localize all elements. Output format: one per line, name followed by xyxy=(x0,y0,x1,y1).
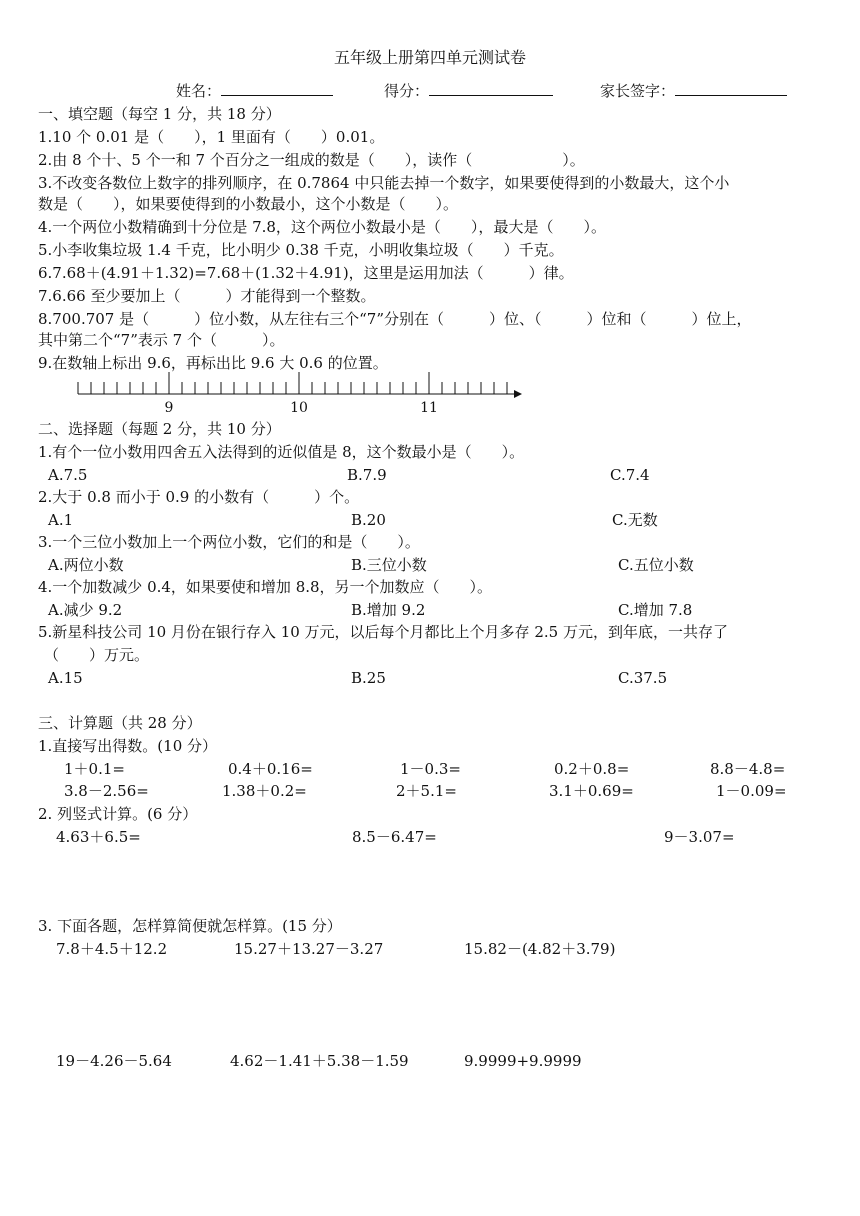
s3-part2-title: 2. 列竖式计算。(6 分） xyxy=(38,805,198,823)
s2-q4-option-a[interactable]: A.减少 9.2 xyxy=(48,601,123,619)
s1-q9: 9.在数轴上标出 9.6，再标出比 9.6 大 0.6 的位置。 xyxy=(38,354,388,372)
s3-vertical-calc: 8.5－6.47= xyxy=(352,828,437,846)
parent-signature-field[interactable] xyxy=(600,81,787,101)
name-blank[interactable] xyxy=(221,81,333,96)
name-field[interactable] xyxy=(176,81,333,101)
s3-row2-item: 3.8－2.56= xyxy=(64,782,149,800)
s3-simplify: 9.9999+9.9999 xyxy=(464,1052,582,1070)
s1-q8-line2: 其中第二个“7”表示 7 个（ ）。 xyxy=(38,331,285,349)
s3-vertical-calc: 9－3.07= xyxy=(664,828,735,846)
score-blank[interactable] xyxy=(429,81,553,96)
s2-q4: 4.一个加数减少 0.4，如果要使和增加 8.8，另一个加数应（ ）。 xyxy=(38,578,493,596)
s2-q2: 2.大于 0.8 而小于 0.9 的小数有（ ）个。 xyxy=(38,488,360,506)
s2-q3-option-b[interactable]: B.三位小数 xyxy=(351,556,427,574)
s2-q4-option-b[interactable]: B.增加 9.2 xyxy=(351,601,426,619)
number-line-label: 10 xyxy=(290,400,308,416)
s2-q4-option-c[interactable]: C.增加 7.8 xyxy=(618,601,693,619)
s1-q7: 7.6.66 至少要加上（ ）才能得到一个整数。 xyxy=(38,287,376,305)
s2-q3-option-a[interactable]: A.两位小数 xyxy=(48,556,124,574)
s3-simplify: 15.27＋13.27－3.27 xyxy=(234,940,384,958)
s3-row1-item: 0.2＋0.8= xyxy=(554,760,630,778)
s3-simplify: 4.62－1.41＋5.38－1.59 xyxy=(230,1052,409,1070)
s3-row1-item: 1－0.3= xyxy=(400,760,461,778)
score-field[interactable] xyxy=(384,81,553,101)
score-label: 得分： xyxy=(384,82,430,100)
s3-row1-item: 8.8－4.8= xyxy=(710,760,786,778)
s1-q5: 5.小李收集垃圾 1.4 千克，比小明少 0.38 千克，小明收集垃圾（ ）千克。 xyxy=(38,241,564,259)
s3-part3-title: 3. 下面各题，怎样算简便就怎样算。(15 分） xyxy=(38,917,342,935)
number-line xyxy=(70,370,530,416)
s2-q5-line1: 5.新星科技公司 10 月份在银行存入 10 万元，以后每个月都比上个月多存 2.5 万元，到年底，一共存了 xyxy=(38,623,728,641)
s3-row2-item: 1－0.09= xyxy=(716,782,787,800)
s3-part1-title: 1.直接写出得数。(10 分） xyxy=(38,737,218,755)
number-line-label: 11 xyxy=(420,400,438,416)
s2-q5-line2: （ ）万元。 xyxy=(44,646,150,664)
s2-q1-option-b[interactable]: B.7.9 xyxy=(347,466,387,484)
s2-q5-option-b[interactable]: B.25 xyxy=(351,669,386,687)
parent-blank[interactable] xyxy=(675,81,787,96)
s3-row2-item: 1.38＋0.2= xyxy=(222,782,307,800)
s1-q8-line1: 8.700.707 是（ ）位小数，从左往右三个“7”分别在（ ）位、（ ）位和（ ）位上， xyxy=(38,310,752,328)
s3-row2-item: 3.1＋0.69= xyxy=(549,782,634,800)
s1-q2: 2.由 8 个十、5 个一和 7 个百分之一组成的数是（ ），读作（ ）。 xyxy=(38,151,585,169)
section2-heading: 二、选择题（每题 2 分，共 10 分） xyxy=(38,420,281,438)
s3-simplify: 7.8＋4.5＋12.2 xyxy=(56,940,168,958)
s3-simplify: 19－4.26－5.64 xyxy=(56,1052,172,1070)
number-line-arrow xyxy=(514,390,522,398)
s2-q2-option-b[interactable]: B.20 xyxy=(351,511,386,529)
s1-q3-line1: 3.不改变各数位上数字的排列顺序，在 0.7864 中只能去掉一个数字，如果要使得到的小数最大，这个小 xyxy=(38,174,730,192)
section3-heading: 三、计算题（共 28 分） xyxy=(38,714,202,732)
s1-q3-line2: 数是（ ），如果要使得到的小数最小，这个小数是（ ）。 xyxy=(38,195,459,213)
name-label: 姓名： xyxy=(176,82,222,100)
s2-q1-option-c[interactable]: C.7.4 xyxy=(610,466,650,484)
s2-q3-option-c[interactable]: C.五位小数 xyxy=(618,556,694,574)
s2-q1: 1.有个一位小数用四舍五入法得到的近似值是 8，这个数最小是（ ）。 xyxy=(38,443,525,461)
page-title: 五年级上册第四单元测试卷 xyxy=(333,48,526,67)
s3-row1-item: 1＋0.1= xyxy=(64,760,125,778)
s1-q1: 1.10 个 0.01 是（ ），1 里面有（ ）0.01。 xyxy=(38,128,385,146)
s2-q5-option-c[interactable]: C.37.5 xyxy=(618,669,668,687)
s3-row1-item: 0.4＋0.16= xyxy=(228,760,313,778)
s3-vertical-calc: 4.63＋6.5= xyxy=(56,828,141,846)
s2-q5-option-a[interactable]: A.15 xyxy=(48,669,83,687)
section1-heading: 一、填空题（每空 1 分，共 18 分） xyxy=(38,105,281,123)
number-line-label: 9 xyxy=(164,400,174,416)
s2-q2-option-a[interactable]: A.1 xyxy=(48,511,74,529)
s2-q1-option-a[interactable]: A.7.5 xyxy=(48,466,88,484)
s1-q4: 4.一个两位小数精确到十分位是 7.8，这个两位小数最小是（ ），最大是（ ）。 xyxy=(38,218,606,236)
s1-q6: 6.7.68＋(4.91＋1.32)=7.68＋(1.32＋4.91)，这里是运用加法（ ）律。 xyxy=(38,264,574,282)
s2-q2-option-c[interactable]: C.无数 xyxy=(612,511,658,529)
s3-row2-item: 2＋5.1= xyxy=(396,782,457,800)
s2-q3: 3.一个三位小数加上一个两位小数，它们的和是（ ）。 xyxy=(38,533,420,551)
parent-label: 家长签字： xyxy=(600,82,676,100)
s3-simplify: 15.82－(4.82＋3.79) xyxy=(464,940,616,958)
